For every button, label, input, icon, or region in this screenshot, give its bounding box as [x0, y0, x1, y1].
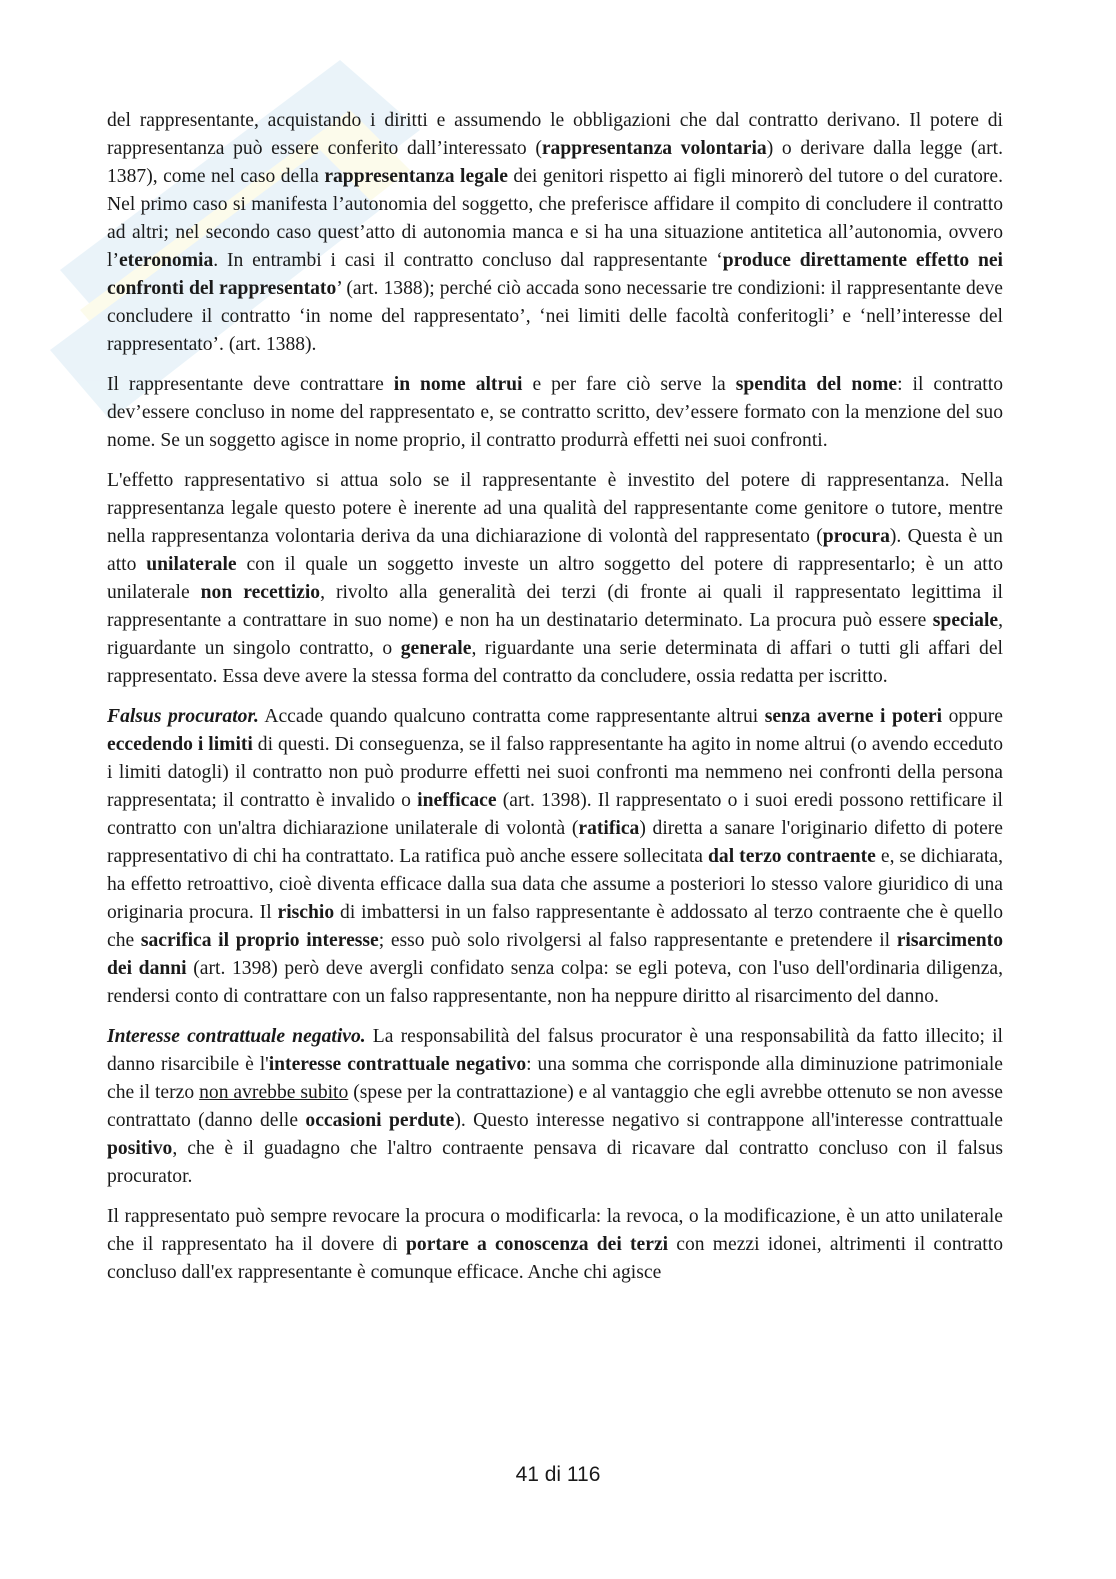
text-run: dei genitori rispetto ai figli minorerò del tutore o del curatore. Nel primo caso si manifesta l’autonomia del soggetto, che preferisce affidare il compito di concludere il contratto ad altri; nel secondo caso quest’atto di autonomia manca e si ha una situazione antitetica all’autonomia, ovvero l’: [107, 166, 1003, 271]
text-run: : il contratto dev’essere concluso in nome del rappresentato e, se contratto scritto, dev’essere formato con la menzione del suo nome. Se un soggetto agisce in nome proprio, il contratto produrrà effetti nei suoi confronti.: [107, 374, 1003, 451]
section-heading: Interesse contrattuale negativo.: [107, 1026, 366, 1047]
text-run: ). Questo interesse negativo si contrappone all'interesse contrattuale: [454, 1110, 1003, 1131]
paragraph: [107, 107, 1003, 359]
bold-term: speciale: [932, 610, 999, 631]
text-run: . In entrambi i casi il contratto concluso dal rappresentante ‘: [213, 250, 723, 271]
text-run: di questi. Di conseguenza, se il falso rappresentante ha agito in nome altrui (o avendo ecceduto i limiti datogli) il contratto non può produrre effetti nei suoi confronti ma nemmeno nei confronti della persona rappresentata; il contratto è invalido o: [107, 734, 1003, 811]
text-run: di imbattersi in un falso rappresentante è addossato al terzo contraente che è quello che: [107, 902, 1003, 951]
bold-term: eteronomia: [118, 250, 214, 271]
underlined-text: non avrebbe subito: [199, 1082, 349, 1103]
paragraph: [107, 371, 1003, 455]
bold-term: sacrifica il proprio interesse: [140, 930, 379, 951]
text-run: e per fare ciò serve la: [522, 374, 736, 395]
bold-term: generale: [400, 638, 472, 659]
text-run: ) o derivare dalla legge (art. 1387), come nel caso della: [107, 138, 1003, 187]
text-run: , rivolto alla generalità dei terzi (di fronte ai quali il rappresentato legittima il rappresentante a contrattare in suo nome) e non ha un destinatario determinato. La procura può essere: [107, 582, 1003, 631]
text-run: Il rappresentato può sempre revocare la procura o modificarla: la revoca, o la modificazione, è un atto unilaterale che il rappresentato ha il dovere di: [107, 1206, 1003, 1255]
paragraph: [107, 703, 1003, 1011]
text-run: ’ (art. 1388); perché ciò accada sono necessarie tre condizioni: il rappresentante deve concludere il contratto ‘in nome del rappresentato’, ‘nei limiti delle facoltà conferitogli’ e ‘nell’interesse del rappresentato’. (art. 1388).: [107, 278, 1003, 355]
text-run: con mezzi idonei, altrimenti il contratto concluso dall'ex rappresentante è comunque efficace. Anche chi agisce: [107, 1234, 1003, 1283]
bold-term: non recettizio: [200, 582, 321, 603]
bold-term: senza averne i poteri: [764, 706, 943, 727]
bold-term: rappresentanza legale: [324, 166, 508, 187]
paragraph: [107, 467, 1003, 691]
text-run: , che è il guadagno che l'altro contraente pensava di ricavare dal contratto concluso con il falsus procurator.: [107, 1138, 1003, 1187]
text-run: ). Questa è un atto: [107, 526, 1003, 575]
bold-term: portare a conoscenza dei terzi: [406, 1234, 669, 1255]
bold-term: eccedendo i limiti: [107, 734, 253, 755]
text-run: ) diretta a sanare l'originario difetto di potere rappresentativo di chi ha contrattato. La ratifica può anche essere sollecitata: [107, 818, 1003, 867]
bold-term: produce direttamente effetto nei confronti del rappresentato: [107, 250, 1003, 299]
text-run: (art. 1398). Il rappresentato o i suoi eredi possono rettificare il contratto con un'altra dichiarazione unilaterale di volontà (: [107, 790, 1003, 839]
text-run: (art. 1398) però deve avergli confidato senza colpa: se egli poteva, con l'uso dell'ordinaria diligenza, rendersi conto di contrattare con un falso rappresentante, non ha neppure diritto al risarcimento del danno.: [107, 958, 1003, 1007]
bold-term: unilaterale: [146, 554, 237, 575]
text-run: La responsabilità del falsus procurator è una responsabilità da fatto illecito; il danno risarcibile è l': [107, 1026, 1003, 1075]
document-body: [107, 107, 1003, 1299]
page-number: 41 di 116: [515, 1463, 601, 1486]
text-run: con il quale un soggetto investe un altro soggetto del potere di rappresentarlo; è un atto unilaterale: [107, 554, 1003, 603]
text-run: : una somma che corrisponde alla diminuzione patrimoniale che il terzo: [107, 1054, 1003, 1103]
bold-term: rappresentanza volontaria: [541, 138, 767, 159]
bold-term: rischio: [277, 902, 335, 923]
bold-term: interesse contrattuale negativo: [268, 1054, 527, 1075]
bold-term: occasioni perdute: [305, 1110, 455, 1131]
text-run: L'effetto rappresentativo si attua solo se il rappresentante è investito del potere di rappresentanza. Nella rappresentanza legale questo potere è inerente ad una qualità del rappresentante come genitore o tutore, mentre nella rappresentanza volontaria deriva da una dichiarazione di volontà del rappresentato (: [107, 470, 1003, 547]
text-run: (spese per la contrattazione) e al vantaggio che egli avrebbe ottenuto se non avesse contrattato (danno delle: [107, 1082, 1003, 1131]
text-run: , riguardante una serie determinata di affari o tutti gli affari del rappresentato. Essa deve avere la stessa forma del contratto da concludere, ossia redatta per iscritto.: [107, 638, 1003, 687]
paragraph: [107, 1203, 1003, 1287]
section-heading: Falsus procurator.: [107, 706, 259, 727]
bold-term: risarcimento dei danni: [107, 930, 1004, 979]
text-run: oppure: [942, 706, 1003, 727]
bold-term: in nome altrui: [393, 374, 523, 395]
bold-term: ratifica: [578, 818, 640, 839]
bold-term: spendita del nome: [735, 374, 898, 395]
text-run: Il rappresentante deve contrattare: [107, 374, 394, 395]
text-run: Accade quando qualcuno contratta come rappresentante altrui: [258, 706, 765, 727]
text-run: , riguardante un singolo contratto, o: [107, 610, 1003, 659]
bold-term: positivo: [107, 1138, 173, 1159]
text-run: e, se dichiarata, ha effetto retroattivo, cioè diventa efficace dalla sua data che assume a posteriori lo stesso valore giuridico di una originaria procura. Il: [107, 846, 1003, 923]
bold-term: procura: [822, 526, 890, 547]
bold-term: inefficace: [417, 790, 497, 811]
text-run: ; esso può solo rivolgersi al falso rappresentante e pretendere il: [378, 930, 897, 951]
bold-term: dal terzo contraente: [708, 846, 876, 867]
paragraph: [107, 1023, 1003, 1191]
text-run: del rappresentante, acquistando i diritti e assumendo le obbligazioni che dal contratto derivano. Il potere di rappresentanza può essere conferito dall’interessato (: [107, 110, 1003, 159]
